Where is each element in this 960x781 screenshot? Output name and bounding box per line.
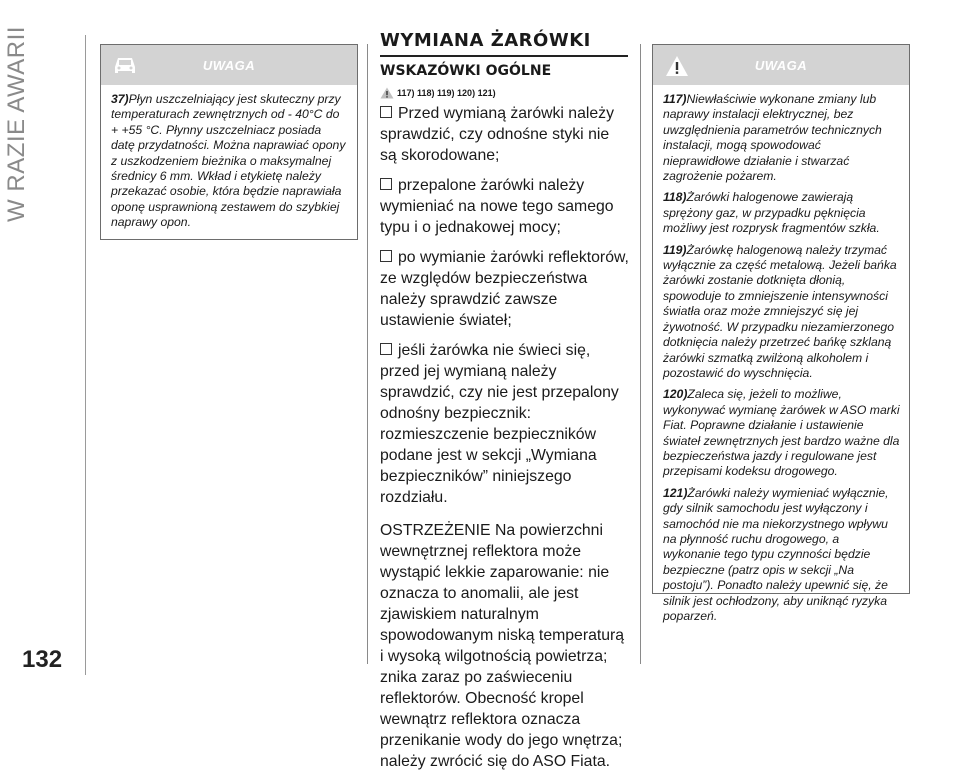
bullet-checkbox-icon — [380, 106, 392, 118]
note-text: Zaleca się, jeżeli to możliwe, wykonywać wymianę żarówek w ASO marki Fiat. Poprawne działanie i ustawienie świateł zewnętrznych jest bardzo ważne dla bezpieczeństwa jazdy i regulowane jest przepisami kodeksu drogowego. — [663, 387, 900, 479]
body-text — [380, 103, 630, 772]
references-text: 117) 118) 119) 120) 121) — [397, 88, 496, 98]
left-warning-header — [101, 45, 357, 85]
warning-note — [663, 190, 900, 236]
left-warning-label: UWAGA — [202, 58, 256, 73]
note-paragraph: OSTRZEŻENIE Na powierzchni wewnętrznej reflektora może wystąpić lekkie zaparowanie: nie oznacza to anomalii, ale jest zjawiskiem naturalnym spowodowanym niską temperaturą i wysoką wilgotnością powietrza; znika zaraz po zaświeceniu reflektorów. Obecność kropel wewnątrz reflektora oznacza przenikanie wody do jego wnętrza; należy zwrócić się do ASO Fiata. — [380, 522, 625, 770]
note-text: Żarówkę halogenową należy trzymać wyłącznie za część metalową. Jeżeli bańka żarówki zostanie dotknięta dłonią, spowoduje to zmniejszenie intensywności światła oraz może zmniejszyć się jej żywotność. W przypadku niezamierzonego dotknięcia należy przetrzeć bańkę szklaną żarówki szmatką zwilżoną alkoholem i pozostawić do wyschnięcia. — [663, 242, 897, 380]
note-text: Żarówki należy wymieniać wyłącznie, gdy silnik samochodu jest wyłączony i samochód nie ma niekorzystnego wpływu na płynność ruchu drogowego, a wykonanie tego typu czynności będzie bezpieczne (patrz opis w sekcji „Na postoju”). Ponadto należy upewnić się, że silnik jest ochłodzony, aby uniknąć ryzyka poparzeń. — [663, 485, 889, 623]
bullet-checkbox-icon — [380, 343, 392, 355]
column-divider-2 — [640, 44, 641, 664]
bullet-item — [380, 175, 630, 238]
main-column — [380, 30, 630, 781]
bullet-text: przepalone żarówki należy wymieniać na nowe tego samego typu i o jednakowej mocy; — [380, 177, 614, 236]
note-number: 117) — [663, 92, 687, 106]
warning-note — [663, 92, 900, 184]
warning-note — [663, 387, 900, 479]
note-text: Żarówki halogenowe zawierają sprężony gaz, w przypadku pęknięcia możliwy jest rozprysk fragmentów szkła. — [663, 190, 880, 236]
right-warning-box — [652, 44, 910, 623]
note-number: 121) — [663, 485, 688, 500]
left-warning-notes — [101, 85, 357, 245]
page-number: 132 — [22, 646, 63, 673]
note-number: 119) — [663, 242, 687, 257]
warning-references — [380, 87, 630, 99]
warning-triangle-icon — [380, 87, 394, 99]
note-number: 120) — [663, 387, 688, 402]
right-warning-label: UWAGA — [754, 58, 808, 73]
left-warning-box — [100, 44, 358, 240]
note-number: 37) — [111, 92, 129, 106]
bullet-text: jeśli żarówka nie świeci się, przed jej wymianą należy sprawdzić, czy nie jest przepalony odnośny bezpiecznik: rozmieszczenie bezpieczników podane jest w sekcji „Wymiana bezpieczników” niniejszego rozdziału. — [380, 342, 619, 506]
bullet-item — [380, 340, 630, 508]
bullet-item — [380, 103, 630, 166]
right-warning-header — [653, 45, 909, 85]
bullet-text: po wymianie żarówki reflektorów, ze względów bezpieczeństwa należy sprawdzić zawsze ustawienie świateł; — [380, 249, 629, 329]
bullet-text: Przed wymianą żarówki należy sprawdzić, czy odnośne styki nie są skorodowane; — [380, 105, 614, 164]
warning-note — [663, 486, 900, 625]
section-subtitle: WSKAZÓWKI OGÓLNE — [380, 63, 552, 79]
title-rule — [380, 55, 628, 57]
bullet-checkbox-icon — [380, 250, 392, 262]
warning-note — [663, 243, 900, 382]
right-warning-notes — [653, 85, 909, 638]
warning-note — [111, 92, 348, 231]
section-title: WYMIANA ŻARÓWKI — [380, 30, 591, 51]
margin-rule — [85, 35, 86, 675]
bullet-checkbox-icon — [380, 178, 392, 190]
note-text: Niewłaściwie wykonane zmiany lub naprawy instalacji elektrycznej, bez uwzględnienia parametrów technicznych instalacji, mogą spowodować nieprawidłowe działanie i stwarzać zagrożenie pożarem. — [663, 92, 882, 184]
bullet-item — [380, 247, 630, 331]
column-divider-1 — [367, 44, 368, 664]
note-text: Płyn uszczelniający jest skuteczny przy temperaturach zewnętrznych od - 40°C do + +55 °C. Płynny uszczelniacz posiada datę przydatności. Można naprawiać opony z uszkodzeniem bieżnika o maksymalnej średnicy 6 mm. Wkład i etykietę należy przekazać osobie, która będzie naprawiała oponę usprawnioną zestawem do szybkiej naprawy opon. — [111, 92, 346, 230]
note-number: 118) — [663, 190, 687, 205]
chapter-side-title: W RAZIE AWARII — [3, 26, 30, 222]
